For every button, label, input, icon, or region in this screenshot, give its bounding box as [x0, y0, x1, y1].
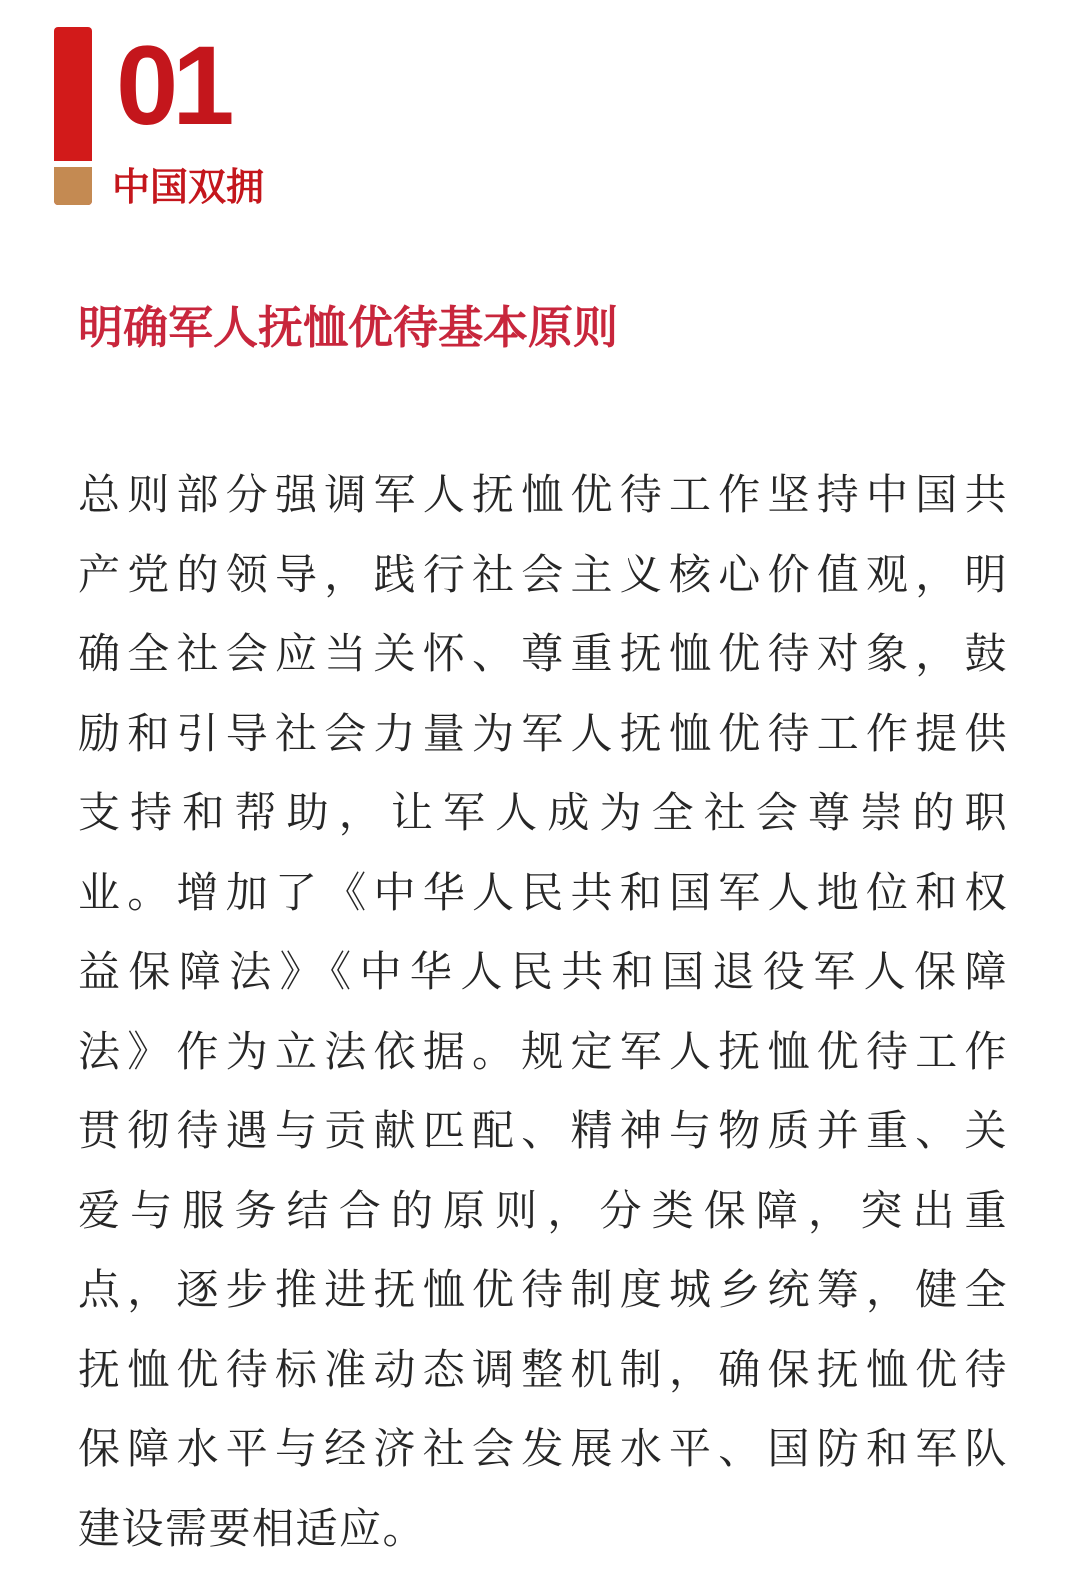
- section-badge: [54, 23, 314, 217]
- body-line: 益保障法》《中华人民共和国退役军人保障: [78, 947, 1008, 996]
- brand-label: 中国双拥: [112, 165, 265, 209]
- badge-bar: [54, 27, 92, 205]
- badge-bar-accent: [54, 161, 92, 205]
- body-line: 支持和帮助，让军人成为全社会尊崇的职: [78, 788, 1008, 837]
- body-line: 爱与服务结合的原则，分类保障，突出重: [78, 1185, 1008, 1235]
- body-line: 抚恤优待标准动态调整机制，确保抚恤优待: [78, 1344, 1008, 1394]
- body-line: 业。增加了《中华人民共和国军人地位和权: [78, 867, 1008, 917]
- body-line: 确全社会应当关怀、尊重抚恤优待对象，鼓: [78, 629, 1008, 678]
- section-title: 明确军人抚恤优待基本原则: [78, 301, 619, 354]
- body-line: 保障水平与经济社会发展水平、国防和军队: [78, 1424, 1008, 1473]
- body-line: 点，逐步推进抚恤优待制度城乡统筹，健全: [78, 1265, 1008, 1314]
- body-line: 建设需要相适应。: [78, 1503, 427, 1553]
- body-line: 产党的领导，践行社会主义核心价值观，明: [78, 549, 1008, 599]
- body-paragraph: [78, 455, 1008, 1568]
- body-line: 总则部分强调军人抚恤优待工作坚持中国共: [78, 470, 1008, 519]
- body-line: 贯彻待遇与贡献匹配、精神与物质并重、关: [78, 1106, 1008, 1155]
- body-line: 励和引导社会力量为军人抚恤优待工作提供: [78, 708, 1008, 758]
- body-line: 法》作为立法依据。规定军人抚恤优待工作: [78, 1026, 1008, 1076]
- section-number: 01: [116, 23, 229, 148]
